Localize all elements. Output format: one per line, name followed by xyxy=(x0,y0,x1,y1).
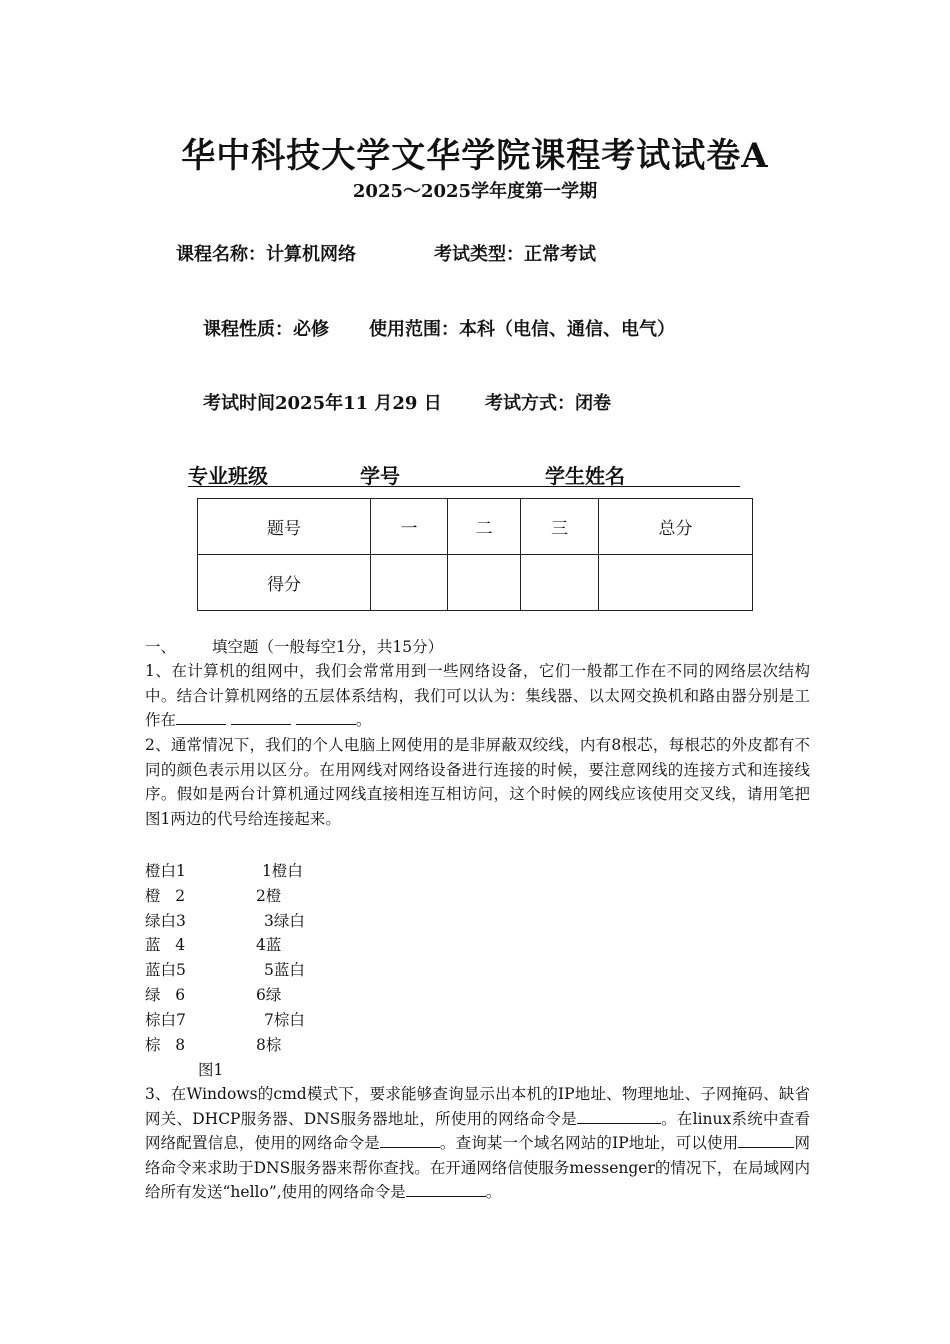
score-header-cell: 二 xyxy=(448,499,521,555)
score-table-row xyxy=(198,555,753,611)
answer-blank[interactable] xyxy=(738,1133,794,1148)
exam-time: 考试时间2025年11 月29 日 xyxy=(203,393,442,414)
figure1-caption: 图1 xyxy=(198,1061,224,1079)
question-2: 2、通常情况下，我们的个人电脑上网使用的是非屏蔽双绞线，内有8根芯，每根芯的外皮都有不同的颜色表示用以区分。在用网线对网络设备进行连接的时候，要注意网线的连接方式和连接线序。假如是两台计算机通过网线直接相连互相访问，这个时候的网线应该使用交叉线，请用笔把图1两边的代号给连接起来。 xyxy=(145,736,810,828)
figure1-left-column xyxy=(145,859,186,1057)
question-1-text: 1、在计算机的组网中，我们会常常用到一些网络设备，它们一般都工作在不同的网络层次结构中。结合计算机网络的五层体系结构，我们可以认为：集线器、以太网交换机和路由器分别是工作在 xyxy=(145,662,810,729)
wire-right-label: 2橙 xyxy=(256,886,282,905)
exam-term: 2025～2025学年度第一学期 xyxy=(352,181,598,202)
section-number: 一、 xyxy=(145,638,177,656)
score-cell[interactable] xyxy=(448,555,521,611)
wire-left-label: 棕 8 xyxy=(145,1035,186,1054)
question-1 xyxy=(145,659,810,733)
score-cell[interactable] xyxy=(371,555,448,611)
wire-right-label: 5蓝白 xyxy=(264,961,305,980)
major-class-label: 专业班级 xyxy=(188,464,268,488)
question-3-text: 3、在Windows的cmd模式下，要求能够查询显示出本机的IP地址、物理地址、子网掩码、缺省网关、DHCP服务器、DNS服务器地址，所使用的网络命令是 xyxy=(145,1085,810,1128)
wire-right-label: 1橙白 xyxy=(262,862,303,880)
student-name-label: 学生姓名 xyxy=(545,464,625,488)
score-header-cell: 题号 xyxy=(198,499,371,555)
student-info-line xyxy=(188,460,740,487)
wire-right-label: 6绿 xyxy=(256,985,282,1004)
course-nature: 课程性质：必修 xyxy=(203,319,329,340)
score-header-cell: 三 xyxy=(521,499,599,555)
answer-blank[interactable] xyxy=(380,1133,440,1148)
wire-left-label: 棕白7 xyxy=(145,1010,186,1029)
student-id-label: 学号 xyxy=(360,464,400,488)
answer-blank[interactable] xyxy=(577,1109,661,1124)
usage-scope: 使用范围：本科（电信、通信、电气） xyxy=(369,319,675,340)
question-3-end: 。 xyxy=(485,1183,502,1201)
question-3-text: 网络命令来求助于DNS服务器来帮你查找。在开通网络信使服务messenger的情况下，在局域网内给所有发送“hello”,使用的网络命令是 xyxy=(145,1134,810,1201)
wire-left-label: 橙 2 xyxy=(145,886,186,905)
question-3-text: 。查询某一个域名网站的IP地址，可以使用 xyxy=(439,1134,739,1152)
exam-method: 考试方式：闭卷 xyxy=(485,393,611,414)
score-cell[interactable] xyxy=(521,555,599,611)
question-3 xyxy=(145,1082,810,1205)
wire-left-label: 绿 6 xyxy=(145,985,186,1004)
wire-left-label: 绿白3 xyxy=(145,911,186,930)
wire-right-label: 4蓝 xyxy=(256,936,282,955)
exam-title: 华中科技大学文华学院课程考试试卷A xyxy=(181,136,769,176)
score-table-header-row xyxy=(198,499,753,555)
score-header-cell: 一 xyxy=(371,499,448,555)
score-header-cell: 总分 xyxy=(599,499,753,555)
wire-right-label: 7棕白 xyxy=(264,1010,305,1029)
answer-blank[interactable] xyxy=(296,710,356,725)
section-title: 填空题（一般每空1分，共15分） xyxy=(212,638,444,656)
question-1-end: 。 xyxy=(355,711,372,729)
score-table xyxy=(197,498,753,611)
answer-blank[interactable] xyxy=(231,710,291,725)
course-name: 课程名称：计算机网络 xyxy=(176,244,356,265)
score-cell[interactable] xyxy=(599,555,753,611)
exam-type: 考试类型：正常考试 xyxy=(434,244,596,265)
score-row-label: 得分 xyxy=(198,555,371,611)
wire-left-label: 蓝白5 xyxy=(145,961,186,980)
question-3-text: 。在linux系统中查看网络配置信息，使用的网络命令是 xyxy=(145,1109,811,1152)
wire-right-label: 3绿白 xyxy=(264,911,305,930)
figure1-right-column xyxy=(256,859,305,1057)
wire-right-label: 8棕 xyxy=(256,1035,282,1054)
answer-blank[interactable] xyxy=(176,710,226,725)
wire-left-label: 橙白1 xyxy=(145,862,186,880)
answer-blank[interactable] xyxy=(406,1182,486,1197)
wire-left-label: 蓝 4 xyxy=(145,936,186,955)
